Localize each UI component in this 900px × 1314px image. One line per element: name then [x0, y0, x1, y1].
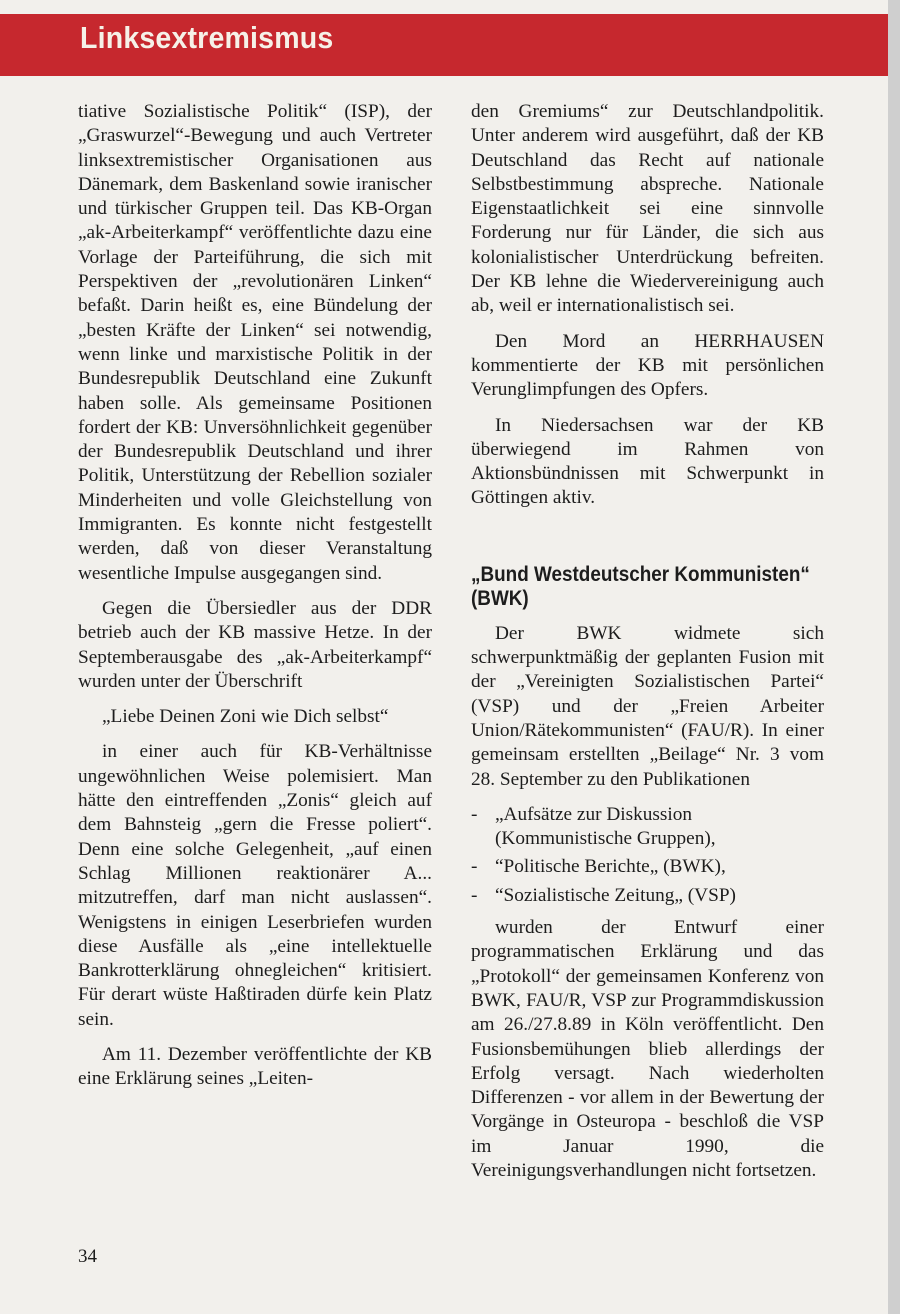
paragraph: Den Mord an HERRHAUSEN kommentierte der KB mit persönlichen Verunglimpfungen des Opfers.: [471, 330, 824, 401]
paragraph: Am 11. Dezember veröffentlichte der KB eine Erklärung seines „Leiten-: [78, 1043, 432, 1090]
paragraph: Der BWK widmete sich schwerpunktmäßig der geplanten Fusion mit der „Vereinigten Sozialistischen Partei“ (VSP) und der „Freien Arbeiter Union/Rätekommunisten“ (FAU/R). In einer gemeinsam erstellten „Beilage“ Nr. 3 vom 28. September zu den Publikationen: [471, 622, 824, 790]
right-column: [471, 100, 824, 1194]
paragraph: tiative Sozialistische Politik“ (ISP), der „Graswurzel“-Bewegung und auch Vertreter linksextremistischer Organisationen aus Dänemark, dem Baskenland sowie iranischer und türkischer Gruppen teil. Das KB-Organ „ak-Arbeiterkampf“ veröffentlichte dazu eine Vorlage der Parteiführung, die sich mit Perspektiven der „revolutionären Linken“ befaßt. Darin heißt es, eine Bündelung der „besten Kräfte der Linken“ sei notwendig, wenn linke und marxistische Politik in der Bundesrepublik Deutschland eine Zukunft haben solle. Als gemeinsame Positionen fordert der KB: Unversöhnlichkeit gegenüber der Bundesrepublik Deutschland und ihrer Politik, Unterstützung der Rebellion sozialer Minderheiten und volle Gleichstellung von Immigranten. Es konnte nicht festgestellt werden, daß von dieser Veranstaltung wesentliche Impulse ausgegangen sind.: [78, 101, 432, 584]
section-heading: „Bund Westdeutscher Kommunisten“ (BWK): [471, 562, 810, 610]
publication-list: [471, 803, 824, 908]
paragraph: In Niedersachsen war der KB überwiegend im Rahmen von Aktionsbündnissen mit Schwerpunkt in Göttingen aktiv.: [471, 414, 824, 509]
header-banner: [0, 14, 888, 76]
paragraph: wurden der Entwurf einer programmatischen Erklärung und das „Protokoll“ der gemeinsamen Konferenz von BWK, FAU/R, VSP zur Programmdiskussion am 26./27.8.89 in Köln veröffentlicht. Den Fusionsbemühungen blieb allerdings der Erfolg versagt. Nach wiederholten Differenzen - vor allem in der Bewertung der Vorgänge in Osteuropa - beschloß die VSP im Januar 1990, die Vereinigungsverhandlungen nicht fortsetzen.: [471, 917, 824, 1181]
header-title: Linksextremismus: [80, 20, 334, 55]
paragraph: den Gremiums“ zur Deutschlandpolitik. Unter anderem wird ausgeführt, daß der KB Deutschland das Recht auf nationale Selbstbestimmung abspreche. Nationale Eigenstaatlichkeit sei eine sinnvolle Forderung nur für Länder, die sich aus kolonialistischer Unterdrückung befreiten. Der KB lehne die Wiedervereinigung auch ab, weil er internationalistisch sei.: [471, 101, 824, 317]
paragraph: Gegen die Übersiedler aus der DDR betrieb auch der KB massive Hetze. In der Septemberausgabe des „ak-Arbeiterkampf“ wurden unter der Überschrift: [78, 597, 432, 692]
list-item: - „Aufsätze zur Diskussion (Kommunistische Gruppen),: [471, 803, 824, 852]
left-column: [78, 100, 432, 1103]
quoted-headline: „Liebe Deinen Zoni wie Dich selbst“: [102, 706, 389, 728]
list-item: - “Politische Berichte„ (BWK),: [471, 855, 824, 879]
page-number: 34: [78, 1246, 97, 1267]
paragraph: in einer auch für KB-Verhältnisse ungewöhnlichen Weise polemisiert. Man hätte den eintreffenden „Zonis“ gleich auf dem Bahnsteig „gern die Fresse poliert“. Denn eine solche Gelegenheit, „auf einen Schlag Millionen reaktionärer A... mitzutreffen, darf man nicht auslassen“. Wenigstens in einigen Leserbriefen wurden diese Ausfälle als „eine intellektuelle Bankrotterklärung ohnegleichen“ kritisiert. Für derart wüste Haßtiraden dürfe kein Platz sein.: [78, 741, 432, 1030]
list-item: - “Sozialistische Zeitung„ (VSP): [471, 884, 824, 908]
